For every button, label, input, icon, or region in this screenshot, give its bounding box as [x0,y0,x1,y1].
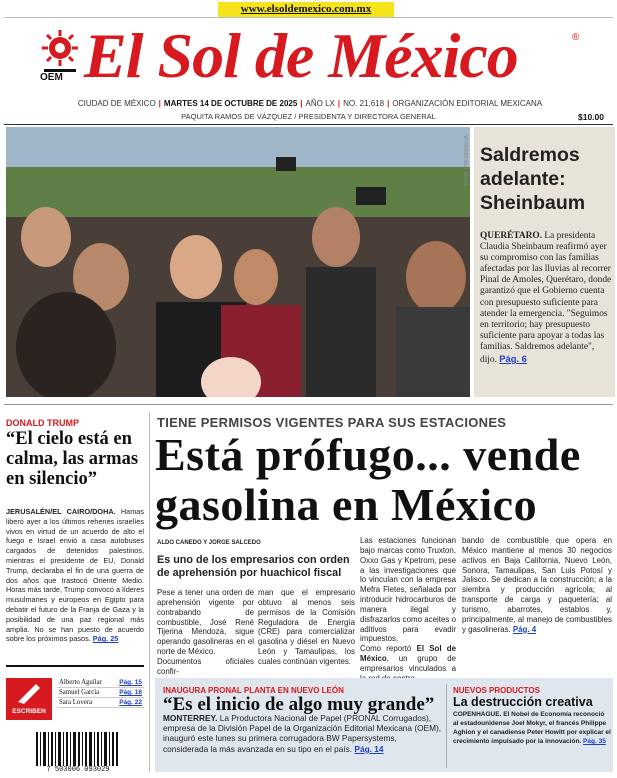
main-col-3: Las estaciones funcionan bajo marcas como Truxton, Oxxo Gas y Kpetrom, pese a las investigaciones que lo vinculan con la empresa Mefra Fletes, señalada por introducir hidrocarburos de manera ilegal y disfrazarlos como aceites o aditivos para evadir impuestos. Como reportó El Sol de México, un grupo de empresarios vinculados a [360,536,457,673]
left-dateline: JERUSALÉN/EL CAIRO/DOHA. [6,507,116,516]
lead-page-link[interactable]: Pág. 6 [499,353,527,365]
lead-body [480,231,613,366]
edition-info: CIUDAD DE MÉXICO | MARTES 14 DE OCTUBRE DE 2025 | AÑO LX | NO. 21,618 | ORGANIZACIÓN EDITORIAL MEXICANA [77,99,543,108]
lead-text: La presidenta Claudia Sheinbaum reafirmó ayer su compromiso con las familias afectadas por las lluvias al recorrer Pinal de Amoles, Querétaro, donde garantizó que el Gobierno cuenta con presupuesto suficiente para atender la emergencia. "Seguimos en territorio; hay presupuesto suficiente para apoyar a todas las familias. Saldremos adelante", dijo. [480,231,612,366]
paper-name: El Sol de México [360,644,457,664]
city: CIUDAD DE MÉXICO [77,99,156,108]
price: $10.00 [578,112,604,122]
bottom-left-kicker: INAUGURA PRONAL PLANTA EN NUEVO LEÓN [163,686,344,695]
columnist-list [57,678,144,716]
column-divider [149,412,150,772]
masthead-title[interactable]: El Sol de México [84,20,518,91]
bottom-right-body: COPENHAGUE. El Nobel de Economía reconoció al estadounidense Joel Mokyr, el francés Philippe Aghion y el canadiense Peter Howitt por explicar el crecimiento impulsado por la innovación. Pág. 35 [453,711,611,745]
left-text: Hamas liberó ayer a los últimos rehenes israelíes vivos en virtud de un acuerdo de alto el fuego e Israel envió a casa autobuses cargados de detenidos palestinos, mientras el presidente de EU, Donald Trump, declaraba el fin de una guerra de dos años que trastocó Oriente Medio. Horas más tarde, Trump convocó a líderes musulmanes y europeos en Egipto para debatir el futuro de la Franja de Gaza y la posibilidad de una paz regional más amplia. No se han puesto de acuerdo sobre los próximos pasos. [6,507,145,644]
left-page-link[interactable]: Pág. 25 [92,634,119,644]
director-line: PAQUITA RAMOS DE VÁZQUEZ / PRESIDENTA Y DIRECTORA GENERAL [181,112,436,121]
crowd-photo-illustration [6,127,470,397]
pen-icon [6,678,52,706]
left-headline[interactable]: “El cielo está en calma, las armas en silencio” [6,429,139,489]
bottom-left-body: MONTERREY. La Productora Nacional de Papel (PRONAL Corrugados), empresa de la División Papel de la Organización Editorial Mexicana (OEM), inauguró este lunes su primera corrugadora BW Papersystems, considerada la más avanzada en su tipo en el país. Pág. 14 [163,713,442,754]
left-kicker: DONALD TRUMP [6,418,79,428]
lead-headline[interactable]: Saldremos adelante: Sheinbaum [480,144,586,214]
left-body [6,507,144,644]
escriben-label: ESCRIBEN [12,708,46,715]
main-kicker: TIENE PERMISOS VIGENTES PARA SUS ESTACIONES [157,415,507,430]
escriben-badge [6,678,52,720]
bottom-divider [446,684,447,768]
main-col-1: Pese a tener una orden de aprehensión vigente por contrabando de combustible, José René Tijerina Mendoza, sigue operando gasolineras en el norte de México. Documentos oficiales confir- [157,588,254,676]
lead-story-box [474,127,615,397]
bottom-right-page-link[interactable]: Pág. 35 [583,738,606,745]
lead-dateline: QUERÉTARO. [480,231,543,241]
main-col-2: man que el empresario obtuvo al menos seis permisos de la Comisión Reguladora de Energía (CRE) para comercializar gasolina y diésel en Nuevo León y Tamaulipas, los cuales continúan vigentes. [258,588,355,666]
main-page-link[interactable]: Pág. 4 [512,624,537,634]
year: AÑO LX [305,99,335,108]
issue-number: NO. 21,618 [343,99,385,108]
website-url[interactable]: www.elsoldemexico.com.mx [218,2,394,17]
bottom-right-headline[interactable]: La destrucción creativa [453,695,593,709]
columnist-row[interactable]: Sara Lovera Pág. 22 [59,699,142,706]
top-rule [4,17,613,18]
main-headline[interactable]: Está prófugo... vende gasolina en México [155,429,581,530]
section-rule [4,404,613,405]
main-subhead: Es uno de los empresarios con orden de aprehensión por huachicol fiscal [157,554,350,579]
bottom-left-page-link[interactable]: Pág. 14 [354,743,384,754]
issue-date: MARTES 14 DE OCTUBRE DE 2025 [163,99,298,108]
bottom-left-headline[interactable]: “Es el inicio de algo muy grande” [163,694,435,715]
publisher: ORGANIZACIÓN EDITORIAL MEXICANA [392,99,543,108]
main-byline: ALDO CANEDO Y JORGE SALCEDO [157,540,261,546]
columnist-row[interactable]: Samuel García Pág. 16 [59,689,142,696]
registered-mark: ® [572,32,580,43]
oem-label: OEM [40,72,63,83]
masthead-rule [4,124,613,125]
bottom-right-kicker: NUEVOS PRODUCTOS [453,686,540,695]
barcode-number: 7 503006 093029 [46,766,110,774]
main-col-4: bando de combustible que opera en México mantiene al menos 30 negocios activos en Baja California, Nuevo León, Sonora, Tamaulipas, San Luis Potosí y Jalisco. Se dedican a la construcción; a la siembra y producción agrícola; al transporte de carga y paquetería; al turismo, abarrotes, establos y, principalmente, al manejo de combustibles y gasolineras. Pág. 4 [462,536,612,634]
photo-credit: FOTO: PRESIDENCIA [464,135,470,186]
columnist-row[interactable]: Alberto Aguilar Pág. 15 [59,679,142,686]
left-rule [6,665,144,667]
lead-photo[interactable] [6,127,470,397]
